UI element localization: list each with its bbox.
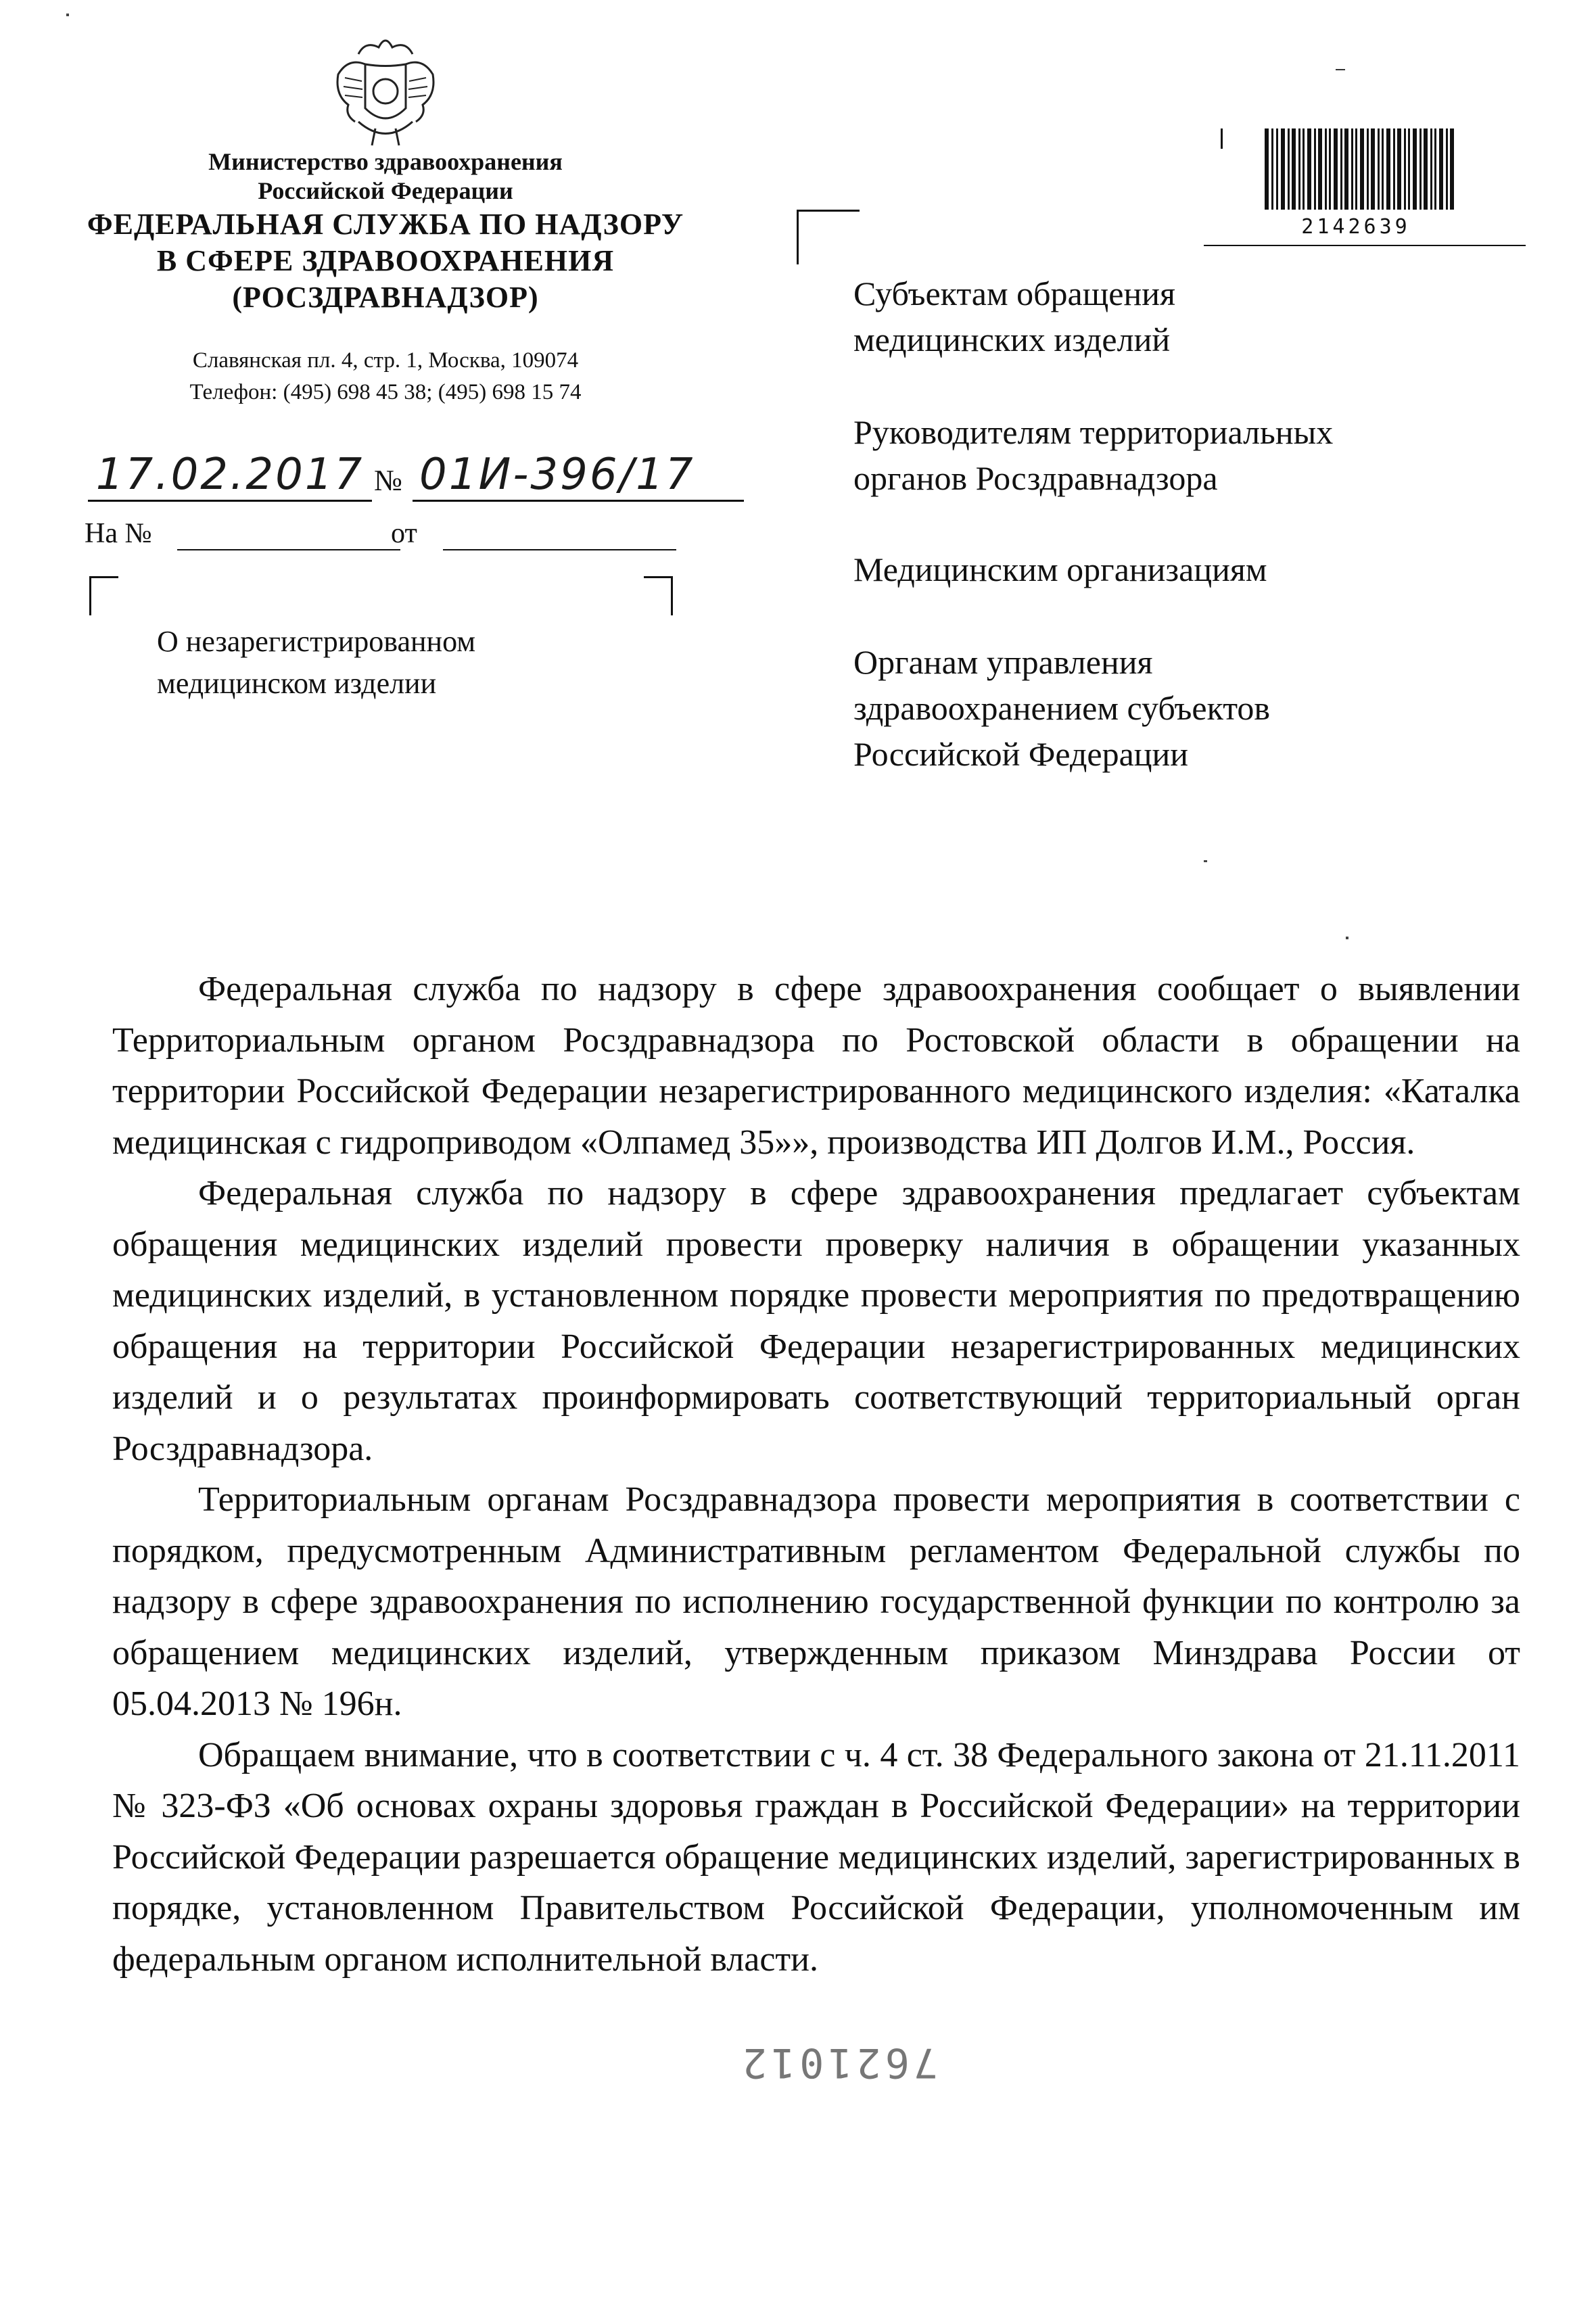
letter-subject bbox=[157, 621, 630, 705]
coat-of-arms-icon bbox=[318, 27, 453, 156]
reply-to-blank bbox=[177, 549, 400, 550]
body-paragraph-4: Обращаем внимание, что в соответствии с ч. 4 ст. 38 Федерального закона от 21.11.2011 № 323-ФЗ «Об основах охраны здоровья граждан в Российской Федерации» на территории Российской Федерации разрешается обращение медицинских изделий, зарегистрированных в порядке, установленном Правительством Российской Федерации, уполномоченным им федеральным органом исполнительной власти. bbox=[112, 1735, 1520, 1979]
letter-body bbox=[112, 964, 1520, 1985]
subject-corner-right bbox=[644, 576, 673, 615]
barcode-number: 2142639 bbox=[1301, 215, 1411, 239]
recipient-1-line-1: Субъектам обращения bbox=[853, 275, 1175, 312]
body-paragraph-3: Территориальным органам Росздравнадзора провести мероприятия в соответствии с порядком, предусмотренным Административным регламентом Федеральной службы по надзору в сфере здравоохранения по исполнению государственной функции по контролю за обращением медицинских изделий, утвержденным приказом Минздрава России от 05.04.2013 № 196н. bbox=[112, 1480, 1520, 1723]
registration-number-label: № bbox=[374, 464, 402, 497]
address-corner bbox=[797, 210, 860, 264]
scan-speck bbox=[1204, 860, 1207, 862]
recipient-2 bbox=[853, 409, 1570, 501]
recipient-3 bbox=[853, 546, 1570, 592]
ministry-name bbox=[135, 147, 636, 206]
agency-address: Славянская пл. 4, стр. 1, Москва, 109074 bbox=[192, 348, 579, 373]
registration-date: 17.02.2017 bbox=[88, 450, 372, 502]
agency-name bbox=[68, 206, 703, 316]
from-label: от bbox=[391, 518, 417, 549]
recipient-4 bbox=[853, 639, 1570, 777]
from-blank bbox=[443, 549, 676, 550]
recipient-4-line-3: Российской Федерации bbox=[853, 735, 1189, 773]
agency-line-1: ФЕДЕРАЛЬНАЯ СЛУЖБА ПО НАДЗОРУ bbox=[87, 208, 684, 241]
recipient-2-line-2: органов Росздравнадзора bbox=[853, 459, 1218, 497]
agency-phone: Телефон: (495) 698 45 38; (495) 698 15 74 bbox=[189, 380, 582, 404]
agency-line-2: В СФЕРЕ ЗДРАВООХРАНЕНИЯ bbox=[156, 244, 615, 277]
recipient-4-line-1: Органам управления bbox=[853, 643, 1153, 681]
scan-speck bbox=[66, 14, 69, 16]
recipient-4-line-2: здравоохранением субъектов bbox=[853, 689, 1271, 727]
agency-line-3: (РОСЗДРАВНАДЗОР) bbox=[232, 281, 539, 314]
recipient-3-line-1: Медицинским организациям bbox=[853, 550, 1267, 588]
ministry-line-2: Российской Федерации bbox=[258, 177, 513, 204]
registration-number: 01И-396/17 bbox=[413, 450, 744, 502]
scan-tick bbox=[1221, 128, 1223, 149]
scan-speck bbox=[1346, 937, 1348, 939]
barcode-icon bbox=[1251, 128, 1481, 213]
scan-mark bbox=[1336, 69, 1345, 70]
agency-contacts bbox=[101, 345, 670, 408]
recipient-1-line-2: медицинских изделий bbox=[853, 321, 1171, 358]
body-paragraph-2: Федеральная служба по надзору в сфере здравоохранения предлагает субъектам обращения медицинских изделий провести проверку наличия в обращении указанных медицинских изделий, в установленном порядке провести мероприятия по предотвращению обращения на территории Российской Федерации незарегистрированных медицинских изделий и о результатах проинформировать соответствующий территориальный орган Росздравнадзора. bbox=[112, 1174, 1520, 1468]
subject-line-2: медицинском изделии bbox=[157, 667, 437, 700]
ministry-line-1: Министерство здравоохранения bbox=[208, 148, 563, 175]
subject-corner-left bbox=[89, 576, 118, 615]
recipient-2-line-1: Руководителям территориальных bbox=[853, 413, 1334, 451]
reply-to-label: На № bbox=[85, 518, 152, 549]
barcode-underline bbox=[1204, 245, 1526, 246]
inverted-stamp: 7621012 bbox=[738, 2039, 938, 2086]
subject-line-1: О незарегистрированном bbox=[157, 625, 476, 658]
body-paragraph-1: Федеральная служба по надзору в сфере здравоохранения сообщает о выявлении Территориальным органом Росздравнадзора по Ростовской области в обращении на территории Российской Федерации незарегистрированного медицинского изделия: «Каталка медицинская с гидроприводом «Олпамед 35»», производства ИП Долгов И.М., Россия. bbox=[112, 970, 1520, 1162]
recipient-1 bbox=[853, 270, 1570, 362]
